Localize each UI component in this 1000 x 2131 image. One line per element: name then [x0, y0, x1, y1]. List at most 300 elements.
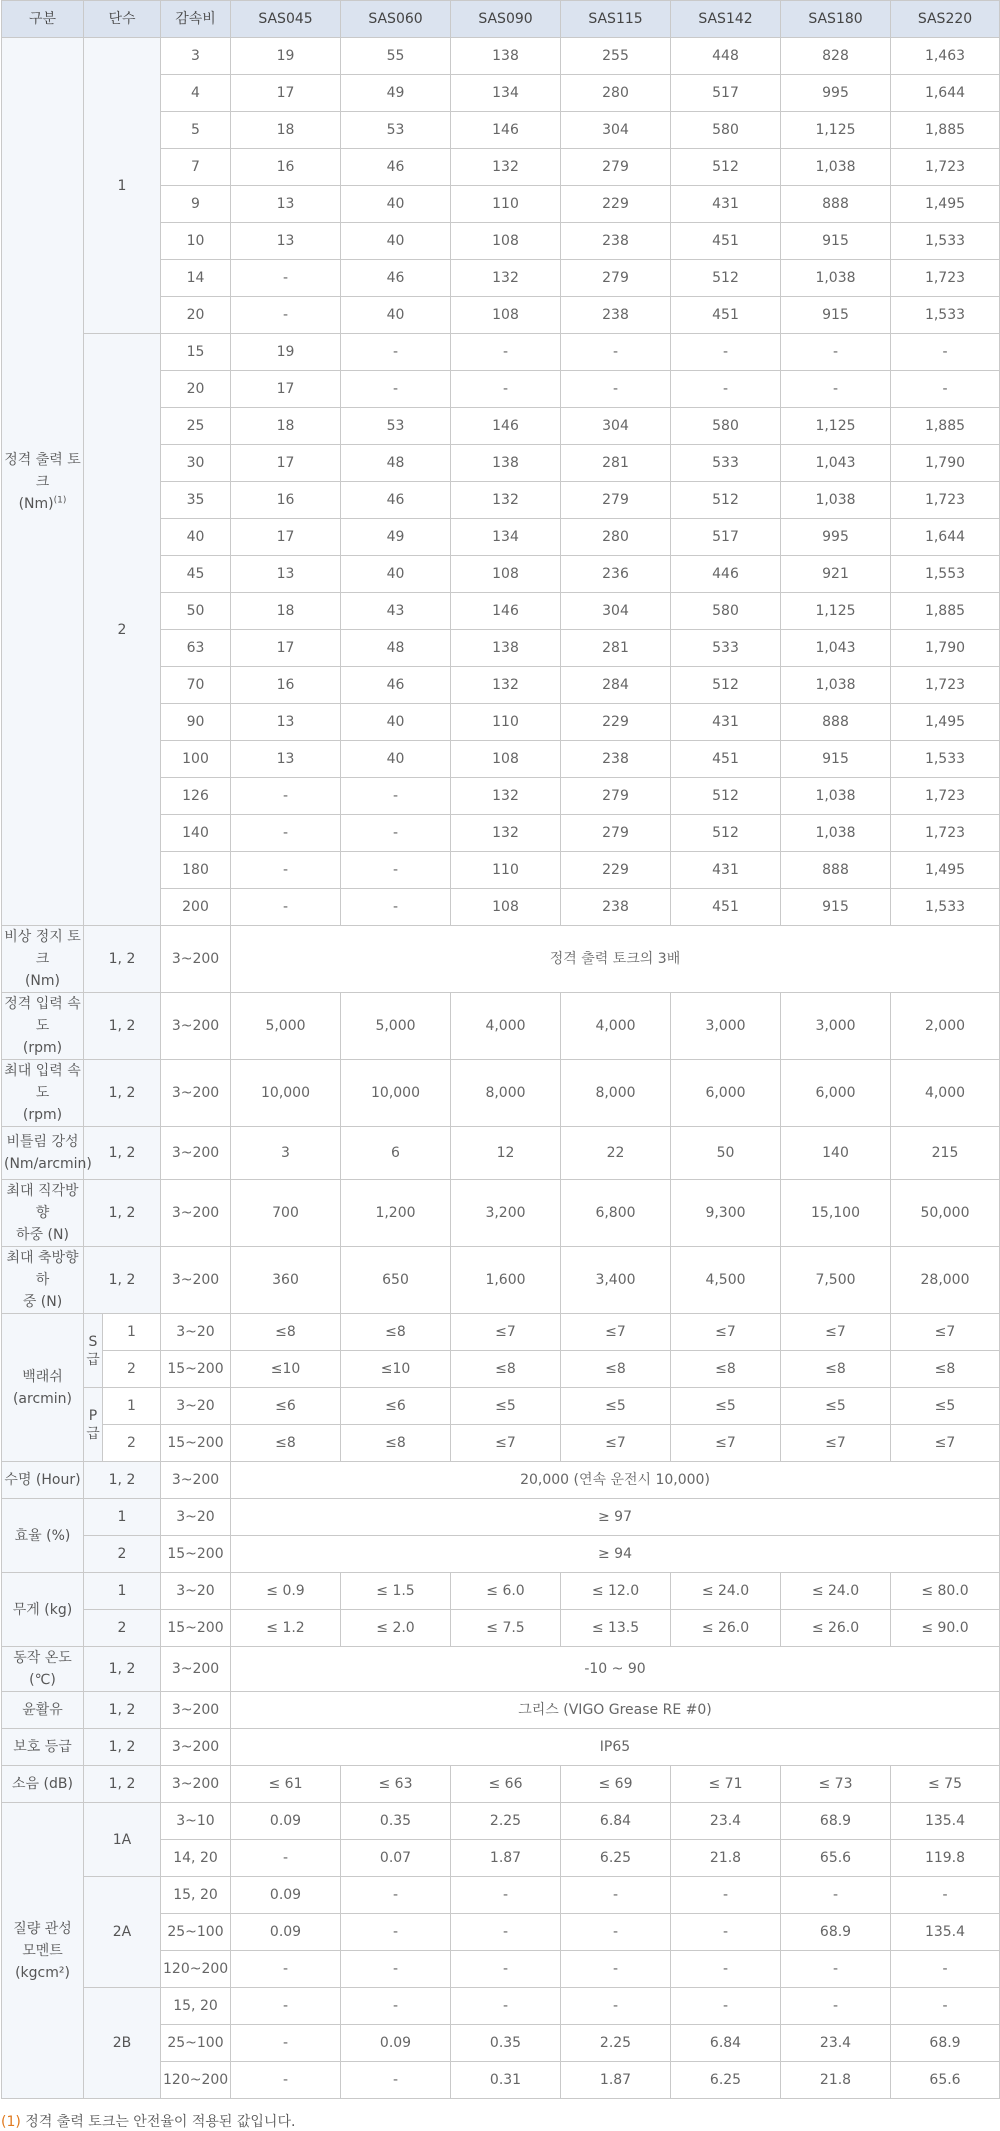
- merged-value-cell: ≥ 97: [231, 1499, 1000, 1536]
- value-cell: -: [891, 334, 1000, 371]
- value-cell: 995: [781, 75, 891, 112]
- value-cell: 280: [561, 75, 671, 112]
- value-cell: -: [891, 1877, 1000, 1914]
- value-cell: ≤ 2.0: [341, 1610, 451, 1647]
- value-cell: 1,043: [781, 630, 891, 667]
- grade-char: P: [88, 1407, 98, 1424]
- value-cell: ≤8: [341, 1425, 451, 1462]
- value-cell: 1,125: [781, 593, 891, 630]
- value-cell: 517: [671, 519, 781, 556]
- label-text: 1, 2: [108, 1776, 136, 1792]
- value-cell: 0.09: [231, 1877, 341, 1914]
- value-cell: 40: [341, 741, 451, 778]
- inertia-label: [2, 1803, 84, 2099]
- ratio-cell: 3~200: [161, 1060, 231, 1127]
- stage-cell: 2: [103, 1351, 161, 1388]
- value-cell: 17: [231, 75, 341, 112]
- value-cell: 49: [341, 519, 451, 556]
- label-text: 1: [117, 1509, 127, 1525]
- value-cell: -: [451, 1877, 561, 1914]
- value-cell: 15,100: [781, 1180, 891, 1247]
- value-cell: 1,038: [781, 149, 891, 186]
- value-cell: 138: [451, 445, 561, 482]
- value-cell: 0.35: [341, 1803, 451, 1840]
- value-cell: -: [671, 1877, 781, 1914]
- value-cell: 1,600: [451, 1247, 561, 1314]
- value-cell: 1,533: [891, 297, 1000, 334]
- table-row: [2, 1803, 1000, 1840]
- ratio-cell: 15: [161, 334, 231, 371]
- value-cell: 132: [451, 260, 561, 297]
- label-text: 수명 (Hour): [4, 1472, 81, 1488]
- grade-cell: [84, 1388, 103, 1462]
- label-text: 모멘트: [22, 1942, 63, 1959]
- value-cell: ≤ 24.0: [671, 1573, 781, 1610]
- value-cell: 431: [671, 704, 781, 741]
- value-cell: ≤7: [891, 1425, 1000, 1462]
- ratio-cell: 20: [161, 297, 231, 334]
- value-cell: 8,000: [561, 1060, 671, 1127]
- value-cell: -: [451, 1951, 561, 1988]
- value-cell: ≤5: [891, 1388, 1000, 1425]
- value-cell: 215: [891, 1127, 1000, 1180]
- table-row: [2, 334, 1000, 371]
- merged-value-cell: IP65: [231, 1729, 1000, 1766]
- value-cell: 19: [231, 38, 341, 75]
- merged-value-cell: 정격 출력 토크의 3배: [231, 926, 1000, 993]
- value-cell: -: [231, 1951, 341, 1988]
- value-cell: 580: [671, 593, 781, 630]
- value-cell: ≤5: [781, 1388, 891, 1425]
- value-cell: 1,495: [891, 852, 1000, 889]
- stage-cell: [84, 1180, 161, 1247]
- value-cell: 146: [451, 408, 561, 445]
- value-cell: 0.09: [341, 2025, 451, 2062]
- ratio-cell: 15, 20: [161, 1877, 231, 1914]
- value-cell: -: [891, 1988, 1000, 2025]
- label-unit: (Nm): [18, 495, 54, 512]
- value-cell: 915: [781, 889, 891, 926]
- value-cell: -: [341, 334, 451, 371]
- footnote-mark: (1): [1, 2114, 21, 2130]
- value-cell: 40: [341, 223, 451, 260]
- ratio-cell: 3: [161, 38, 231, 75]
- label-text: 소음 (dB): [12, 1776, 73, 1792]
- label-text: 1, 2: [108, 1702, 136, 1718]
- value-cell: ≤ 66: [451, 1766, 561, 1803]
- ratio-cell: 3~20: [161, 1388, 231, 1425]
- value-cell: 1,043: [781, 445, 891, 482]
- value-cell: 28,000: [891, 1247, 1000, 1314]
- value-cell: 0.31: [451, 2062, 561, 2099]
- value-cell: 40: [341, 297, 451, 334]
- value-cell: 451: [671, 889, 781, 926]
- value-cell: 236: [561, 556, 671, 593]
- value-cell: 17: [231, 371, 341, 408]
- value-cell: 135.4: [891, 1803, 1000, 1840]
- value-cell: 16: [231, 482, 341, 519]
- value-cell: 140: [781, 1127, 891, 1180]
- value-cell: 1.87: [451, 1840, 561, 1877]
- value-cell: 1,533: [891, 741, 1000, 778]
- value-cell: 119.8: [891, 1840, 1000, 1877]
- value-cell: 0.35: [451, 2025, 561, 2062]
- backlash-label: [2, 1314, 84, 1462]
- value-cell: 10,000: [231, 1060, 341, 1127]
- value-cell: 13: [231, 704, 341, 741]
- value-cell: -: [231, 1988, 341, 2025]
- ratio-cell: 100: [161, 741, 231, 778]
- value-cell: 3,200: [451, 1180, 561, 1247]
- value-cell: 280: [561, 519, 671, 556]
- value-cell: 18: [231, 593, 341, 630]
- label-text: 2: [117, 1620, 127, 1636]
- header-model: SAS090: [451, 1, 561, 38]
- ratio-cell: 3~200: [161, 1180, 231, 1247]
- value-cell: 40: [341, 704, 451, 741]
- value-cell: 448: [671, 38, 781, 75]
- value-cell: 10,000: [341, 1060, 451, 1127]
- value-cell: 13: [231, 223, 341, 260]
- value-cell: 65.6: [891, 2062, 1000, 2099]
- label-text: 1, 2: [108, 1472, 136, 1488]
- value-cell: 40: [341, 186, 451, 223]
- ratio-cell: 7: [161, 149, 231, 186]
- value-cell: 138: [451, 38, 561, 75]
- header-category: 구분: [2, 1, 84, 38]
- value-cell: -: [891, 371, 1000, 408]
- value-cell: 915: [781, 223, 891, 260]
- value-cell: 1,644: [891, 75, 1000, 112]
- value-cell: 1,553: [891, 556, 1000, 593]
- label-text: (arcmin): [12, 1390, 73, 1407]
- label-text: (rpm): [22, 1107, 63, 1123]
- header-model: SAS220: [891, 1, 1000, 38]
- ratio-cell: 3~200: [161, 993, 231, 1060]
- value-cell: 132: [451, 667, 561, 704]
- ratio-cell: 126: [161, 778, 231, 815]
- label-text: (Nm/arcmin): [4, 1156, 92, 1172]
- value-cell: -: [561, 1914, 671, 1951]
- label-text: 1, 2: [108, 1145, 136, 1161]
- value-cell: 6.84: [561, 1803, 671, 1840]
- value-cell: 279: [561, 815, 671, 852]
- value-cell: 512: [671, 482, 781, 519]
- label-text: 1, 2: [108, 951, 136, 967]
- value-cell: 110: [451, 186, 561, 223]
- stage-cell: 1: [103, 1388, 161, 1425]
- table-row: [2, 1877, 1000, 1914]
- table-row: [2, 1247, 1000, 1314]
- value-cell: 4,000: [451, 993, 561, 1060]
- value-cell: 451: [671, 223, 781, 260]
- value-cell: ≤7: [561, 1314, 671, 1351]
- value-cell: 1,495: [891, 704, 1000, 741]
- value-cell: 3,000: [671, 993, 781, 1060]
- value-cell: 17: [231, 519, 341, 556]
- label-text: 윤활유: [22, 1702, 63, 1718]
- value-cell: -: [671, 334, 781, 371]
- table-row: [2, 926, 1000, 993]
- merged-value-cell: 20,000 (연속 운전시 10,000): [231, 1462, 1000, 1499]
- value-cell: 279: [561, 260, 671, 297]
- merged-value-cell: -10 ~ 90: [231, 1647, 1000, 1692]
- value-cell: 2.25: [451, 1803, 561, 1840]
- ratio-cell: 120~200: [161, 1951, 231, 1988]
- value-cell: 1,038: [781, 778, 891, 815]
- header-stage: 단수: [84, 1, 161, 38]
- table-row: [2, 993, 1000, 1060]
- footnote-text: 정격 출력 토크는 안전율이 적용된 값입니다.: [20, 2114, 296, 2130]
- value-cell: 255: [561, 38, 671, 75]
- value-cell: -: [781, 1988, 891, 2025]
- ratio-cell: 3~200: [161, 1247, 231, 1314]
- value-cell: 0.07: [341, 1840, 451, 1877]
- value-cell: 512: [671, 149, 781, 186]
- ratio-cell: 35: [161, 482, 231, 519]
- spec-table: [1, 0, 1000, 2099]
- label-text: 하중 (N): [16, 1227, 69, 1243]
- value-cell: 1,038: [781, 815, 891, 852]
- merged-value-cell: ≥ 94: [231, 1536, 1000, 1573]
- value-cell: 1,533: [891, 889, 1000, 926]
- value-cell: ≤ 71: [671, 1766, 781, 1803]
- value-cell: 17: [231, 630, 341, 667]
- value-cell: 533: [671, 630, 781, 667]
- ratio-cell: 45: [161, 556, 231, 593]
- ratio-cell: 10: [161, 223, 231, 260]
- value-cell: -: [341, 1988, 451, 2025]
- stage-cell: 1: [103, 1314, 161, 1351]
- stage-cell: [84, 38, 161, 334]
- label-text: 1, 2: [108, 1085, 136, 1101]
- value-cell: -: [451, 1914, 561, 1951]
- value-cell: 134: [451, 75, 561, 112]
- value-cell: ≤5: [451, 1388, 561, 1425]
- value-cell: -: [451, 334, 561, 371]
- table-row: [2, 1060, 1000, 1127]
- value-cell: 1,885: [891, 408, 1000, 445]
- value-cell: -: [341, 889, 451, 926]
- value-cell: 49: [341, 75, 451, 112]
- label-text: 백래쉬: [22, 1368, 63, 1385]
- value-cell: 132: [451, 778, 561, 815]
- noise-label: [2, 1766, 84, 1803]
- value-cell: -: [231, 2062, 341, 2099]
- value-cell: 53: [341, 112, 451, 149]
- table-row: [2, 1180, 1000, 1247]
- value-cell: 50: [671, 1127, 781, 1180]
- label-text: 2B: [112, 2035, 132, 2051]
- value-cell: ≤ 7.5: [451, 1610, 561, 1647]
- value-cell: 1,723: [891, 815, 1000, 852]
- value-cell: 1,038: [781, 667, 891, 704]
- value-cell: -: [231, 2025, 341, 2062]
- ratio-cell: 3~20: [161, 1573, 231, 1610]
- value-cell: 360: [231, 1247, 341, 1314]
- value-cell: ≤8: [781, 1351, 891, 1388]
- label-text: 1, 2: [108, 1205, 136, 1221]
- value-cell: 1,533: [891, 223, 1000, 260]
- value-cell: ≤ 61: [231, 1766, 341, 1803]
- label-text: 1: [117, 1583, 127, 1599]
- value-cell: 134: [451, 519, 561, 556]
- label-text: 정격 출력 토크: [4, 451, 81, 490]
- stage-cell: [84, 334, 161, 926]
- ratio-cell: 40: [161, 519, 231, 556]
- header-model: SAS060: [341, 1, 451, 38]
- value-cell: 6.25: [671, 2062, 781, 2099]
- label-text: 2: [117, 621, 127, 638]
- value-cell: ≤7: [781, 1314, 891, 1351]
- ratio-cell: 200: [161, 889, 231, 926]
- ratio-cell: 25~100: [161, 1914, 231, 1951]
- ratio-cell: 15, 20: [161, 1988, 231, 2025]
- value-cell: 65.6: [781, 1840, 891, 1877]
- value-cell: 12: [451, 1127, 561, 1180]
- value-cell: 4,500: [671, 1247, 781, 1314]
- value-cell: 915: [781, 741, 891, 778]
- rated-speed-label: [2, 993, 84, 1060]
- value-cell: ≤ 1.5: [341, 1573, 451, 1610]
- value-cell: ≤6: [231, 1388, 341, 1425]
- value-cell: -: [231, 889, 341, 926]
- label-text: 비틀림 강성: [6, 1134, 79, 1150]
- value-cell: 238: [561, 889, 671, 926]
- value-cell: 16: [231, 667, 341, 704]
- value-cell: 1,463: [891, 38, 1000, 75]
- merged-value-cell: 그리스 (VIGO Grease RE #0): [231, 1692, 1000, 1729]
- value-cell: 1,885: [891, 593, 1000, 630]
- value-cell: 108: [451, 889, 561, 926]
- table-row: [2, 1573, 1000, 1610]
- value-cell: 431: [671, 852, 781, 889]
- value-cell: -: [561, 1988, 671, 2025]
- stiffness-label: [2, 1127, 92, 1180]
- label-text: 1A: [112, 1831, 132, 1848]
- ratio-cell: 3~200: [161, 1647, 231, 1692]
- value-cell: ≤6: [341, 1388, 451, 1425]
- value-cell: 512: [671, 260, 781, 297]
- value-cell: 4,000: [891, 1060, 1000, 1127]
- lubricant-label: [2, 1692, 84, 1729]
- value-cell: 2,000: [891, 993, 1000, 1060]
- value-cell: 18: [231, 112, 341, 149]
- value-cell: 279: [561, 778, 671, 815]
- value-cell: ≤7: [891, 1314, 1000, 1351]
- value-cell: 6,000: [671, 1060, 781, 1127]
- ratio-cell: 180: [161, 852, 231, 889]
- value-cell: 9,300: [671, 1180, 781, 1247]
- value-cell: 53: [341, 408, 451, 445]
- label-text: 1, 2: [108, 1661, 136, 1677]
- stage-cell: [84, 1060, 161, 1127]
- ratio-cell: 70: [161, 667, 231, 704]
- life-label: [2, 1462, 84, 1499]
- label-text: (rpm): [22, 1040, 63, 1056]
- value-cell: 446: [671, 556, 781, 593]
- rated-torque-label: [2, 38, 84, 926]
- stage-cell: [84, 1573, 161, 1610]
- stage-cell: [84, 1729, 161, 1766]
- value-cell: 17: [231, 445, 341, 482]
- value-cell: 512: [671, 667, 781, 704]
- stage-cell: [84, 1692, 161, 1729]
- ratio-cell: 50: [161, 593, 231, 630]
- value-cell: -: [451, 1988, 561, 2025]
- value-cell: 48: [341, 630, 451, 667]
- value-cell: 1,790: [891, 630, 1000, 667]
- value-cell: -: [231, 852, 341, 889]
- value-cell: 1,125: [781, 112, 891, 149]
- ratio-cell: 3~200: [161, 926, 231, 993]
- ratio-cell: 30: [161, 445, 231, 482]
- value-cell: ≤8: [231, 1314, 341, 1351]
- label-text: 1, 2: [108, 1739, 136, 1755]
- value-cell: 46: [341, 482, 451, 519]
- grade-char: S: [88, 1333, 98, 1350]
- label-text: 1: [117, 177, 127, 194]
- value-cell: 533: [671, 445, 781, 482]
- label-text: 효율 (%): [14, 1527, 71, 1544]
- value-cell: ≤7: [671, 1314, 781, 1351]
- value-cell: 1,885: [891, 112, 1000, 149]
- value-cell: 700: [231, 1180, 341, 1247]
- value-cell: 1,038: [781, 260, 891, 297]
- label-text: 1, 2: [108, 1018, 136, 1034]
- value-cell: 1,723: [891, 667, 1000, 704]
- value-cell: 1,038: [781, 482, 891, 519]
- value-cell: 1.87: [561, 2062, 671, 2099]
- value-cell: -: [671, 371, 781, 408]
- value-cell: 888: [781, 704, 891, 741]
- table-row: [2, 1647, 1000, 1692]
- max-speed-label: [2, 1060, 84, 1127]
- value-cell: 1,723: [891, 149, 1000, 186]
- value-cell: ≤7: [781, 1425, 891, 1462]
- value-cell: -: [231, 778, 341, 815]
- value-cell: ≤ 90.0: [891, 1610, 1000, 1647]
- value-cell: ≤ 26.0: [671, 1610, 781, 1647]
- value-cell: 146: [451, 593, 561, 630]
- ratio-cell: 5: [161, 112, 231, 149]
- value-cell: ≤8: [671, 1351, 781, 1388]
- value-cell: 1,723: [891, 260, 1000, 297]
- type-cell: [84, 1803, 161, 1877]
- value-cell: 108: [451, 741, 561, 778]
- value-cell: 828: [781, 38, 891, 75]
- ratio-cell: 63: [161, 630, 231, 667]
- table-row: [2, 1388, 1000, 1425]
- value-cell: 451: [671, 741, 781, 778]
- value-cell: -: [451, 371, 561, 408]
- value-cell: -: [561, 1951, 671, 1988]
- grade-char: 급: [86, 1351, 100, 1368]
- value-cell: 650: [341, 1247, 451, 1314]
- value-cell: ≤ 80.0: [891, 1573, 1000, 1610]
- value-cell: 68.9: [781, 1914, 891, 1951]
- label-text: 정격 입력 속도: [4, 996, 81, 1034]
- value-cell: ≤ 63: [341, 1766, 451, 1803]
- value-cell: 281: [561, 445, 671, 482]
- ratio-cell: 3~20: [161, 1314, 231, 1351]
- value-cell: ≤ 75: [891, 1766, 1000, 1803]
- ratio-cell: 140: [161, 815, 231, 852]
- value-cell: 281: [561, 630, 671, 667]
- table-row: [2, 1766, 1000, 1803]
- label-text: 최대 직각방향: [6, 1183, 79, 1221]
- ratio-cell: 120~200: [161, 2062, 231, 2099]
